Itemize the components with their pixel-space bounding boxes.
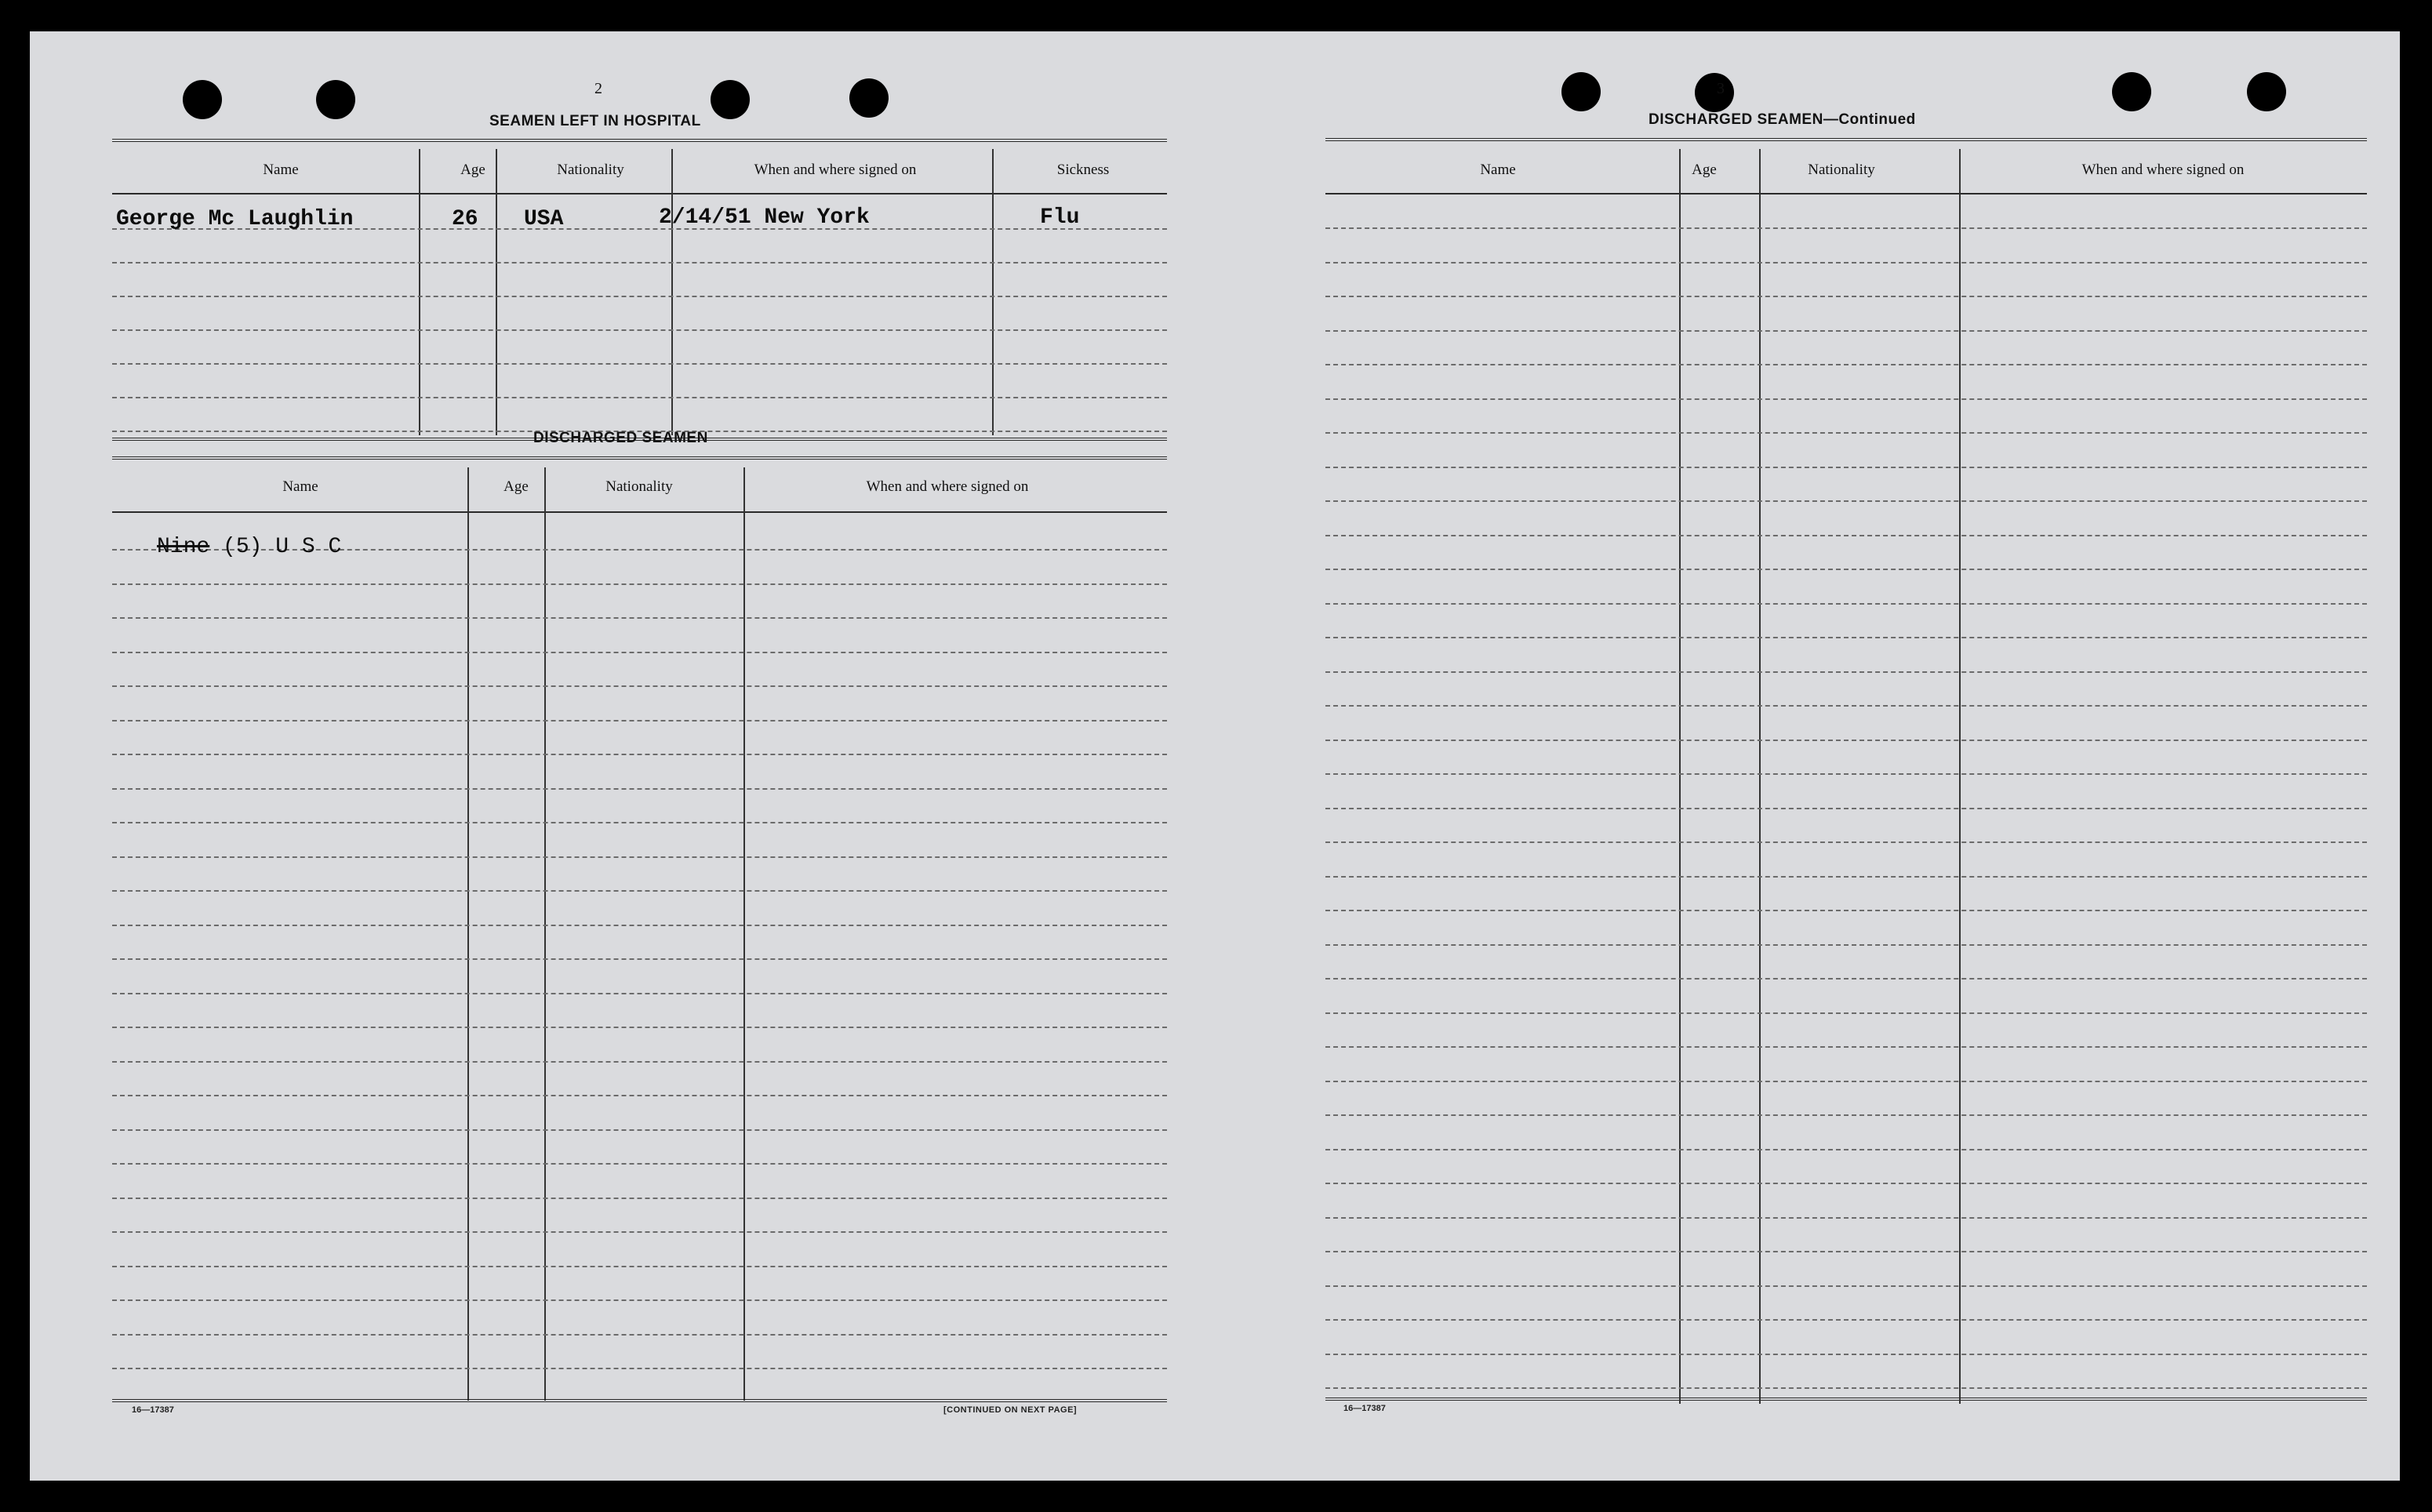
ruled-line [112,822,1167,823]
punch-hole [1561,72,1601,111]
ruled-line [112,993,1167,994]
hospital-row-signed-on: 2/14/51 New York [659,205,870,230]
hospital-row-name: George Mc Laughlin [116,207,354,231]
struck-word: Nine [157,535,210,559]
punch-hole [711,80,750,119]
col-header-signed-on: When and where signed on [754,162,917,178]
ruled-line [112,754,1167,755]
ruled-line [112,1299,1167,1301]
col-header-sickness: Sickness [1056,162,1110,178]
punch-hole [849,78,889,118]
page-number: 2 [594,80,602,97]
ruled-line [1325,1183,2367,1184]
ruled-line [1325,398,2367,400]
ruled-line [1325,1149,2367,1150]
ruled-line [1325,1251,2367,1252]
page-2 [30,31,1238,1481]
ruled-line [112,958,1167,960]
ruled-line [1325,808,2367,809]
ruled-line [1325,262,2367,264]
form-sheet [30,31,2400,1481]
ruled-line [1325,1046,2367,1048]
ruled-line [1325,1081,2367,1082]
ruled-line [112,583,1167,585]
ruled-line [1325,740,2367,741]
ruled-line [112,925,1167,926]
hospital-section-title: SEAMEN LEFT IN HOSPITAL [489,113,701,129]
ruled-line [1325,705,2367,707]
ruled-line [1325,364,2367,365]
punch-hole [2112,72,2151,111]
ruled-line [112,1266,1167,1267]
ruled-line [112,788,1167,790]
entry-text: (5) U S C [209,535,342,559]
page-number: 3 [1717,80,1725,97]
ruled-line [112,890,1167,892]
form-code: 16—17387 [132,1405,174,1415]
title-main: DISCHARGED SEAMEN [1649,111,1823,128]
ruled-line [1325,500,2367,502]
ruled-line [1325,569,2367,570]
punch-hole [316,80,355,119]
hospital-row-sickness: Flu [1040,205,1080,230]
col-header-age: Age [460,162,485,178]
form-code: 16—17387 [1343,1404,1386,1413]
ruled-line [112,1061,1167,1063]
ruled-line [112,1027,1167,1028]
col-header-signed-on: When and where signed on [866,478,1029,495]
col-header-name: Name [263,162,299,178]
punch-hole [183,80,222,119]
ruled-line [1325,330,2367,332]
col-header-nationality: Nationality [605,478,673,495]
col-header-name: Name [282,478,318,495]
ruled-line [1325,978,2367,980]
ruled-line [1325,1285,2367,1287]
ruled-line [112,617,1167,619]
ruled-line [1325,1114,2367,1116]
col-header-name: Name [1480,162,1516,178]
ruled-line [112,685,1167,687]
punch-hole [2247,72,2286,111]
ruled-line [1325,841,2367,843]
ruled-line [1325,603,2367,605]
ruled-line [112,1095,1167,1096]
ruled-line [112,652,1167,653]
ruled-line [112,1368,1167,1369]
ruled-line [1325,671,2367,673]
ruled-line [1325,227,2367,229]
hospital-row-nationality: USA [524,207,564,231]
discharged-continued-title [1649,111,1916,129]
ruled-line [1325,910,2367,911]
ruled-line [1325,296,2367,297]
col-header-nationality: Nationality [1808,162,1875,178]
ruled-line [1325,1319,2367,1321]
ruled-line [1325,1387,2367,1389]
page-3 [1253,31,2400,1481]
ruled-line [1325,944,2367,946]
discharged-entry [157,535,341,559]
col-header-nationality: Nationality [557,162,624,178]
ruled-line [112,1231,1167,1233]
ruled-line [1325,637,2367,638]
ruled-line [1325,535,2367,536]
ruled-line [112,1334,1167,1336]
ruled-line [1325,773,2367,775]
col-header-signed-on: When and where signed on [2081,162,2245,178]
ruled-line [1325,467,2367,468]
ruled-line [112,1129,1167,1131]
continued-note: [CONTINUED ON NEXT PAGE] [943,1405,1078,1415]
ruled-line [112,1163,1167,1165]
title-suffix: —Continued [1823,111,1916,128]
ruled-line [1325,432,2367,434]
ruled-line [1325,1012,2367,1014]
ruled-line [112,720,1167,721]
col-header-age: Age [503,478,529,495]
col-header-age: Age [1692,162,1717,178]
ruled-line [1325,1217,2367,1219]
ruled-line [1325,1354,2367,1355]
hospital-row-age: 26 [452,207,478,231]
ruled-line [1325,876,2367,878]
ruled-line [112,1198,1167,1199]
ruled-line [112,856,1167,858]
discharged-section-title: DISCHARGED SEAMEN [533,430,708,446]
